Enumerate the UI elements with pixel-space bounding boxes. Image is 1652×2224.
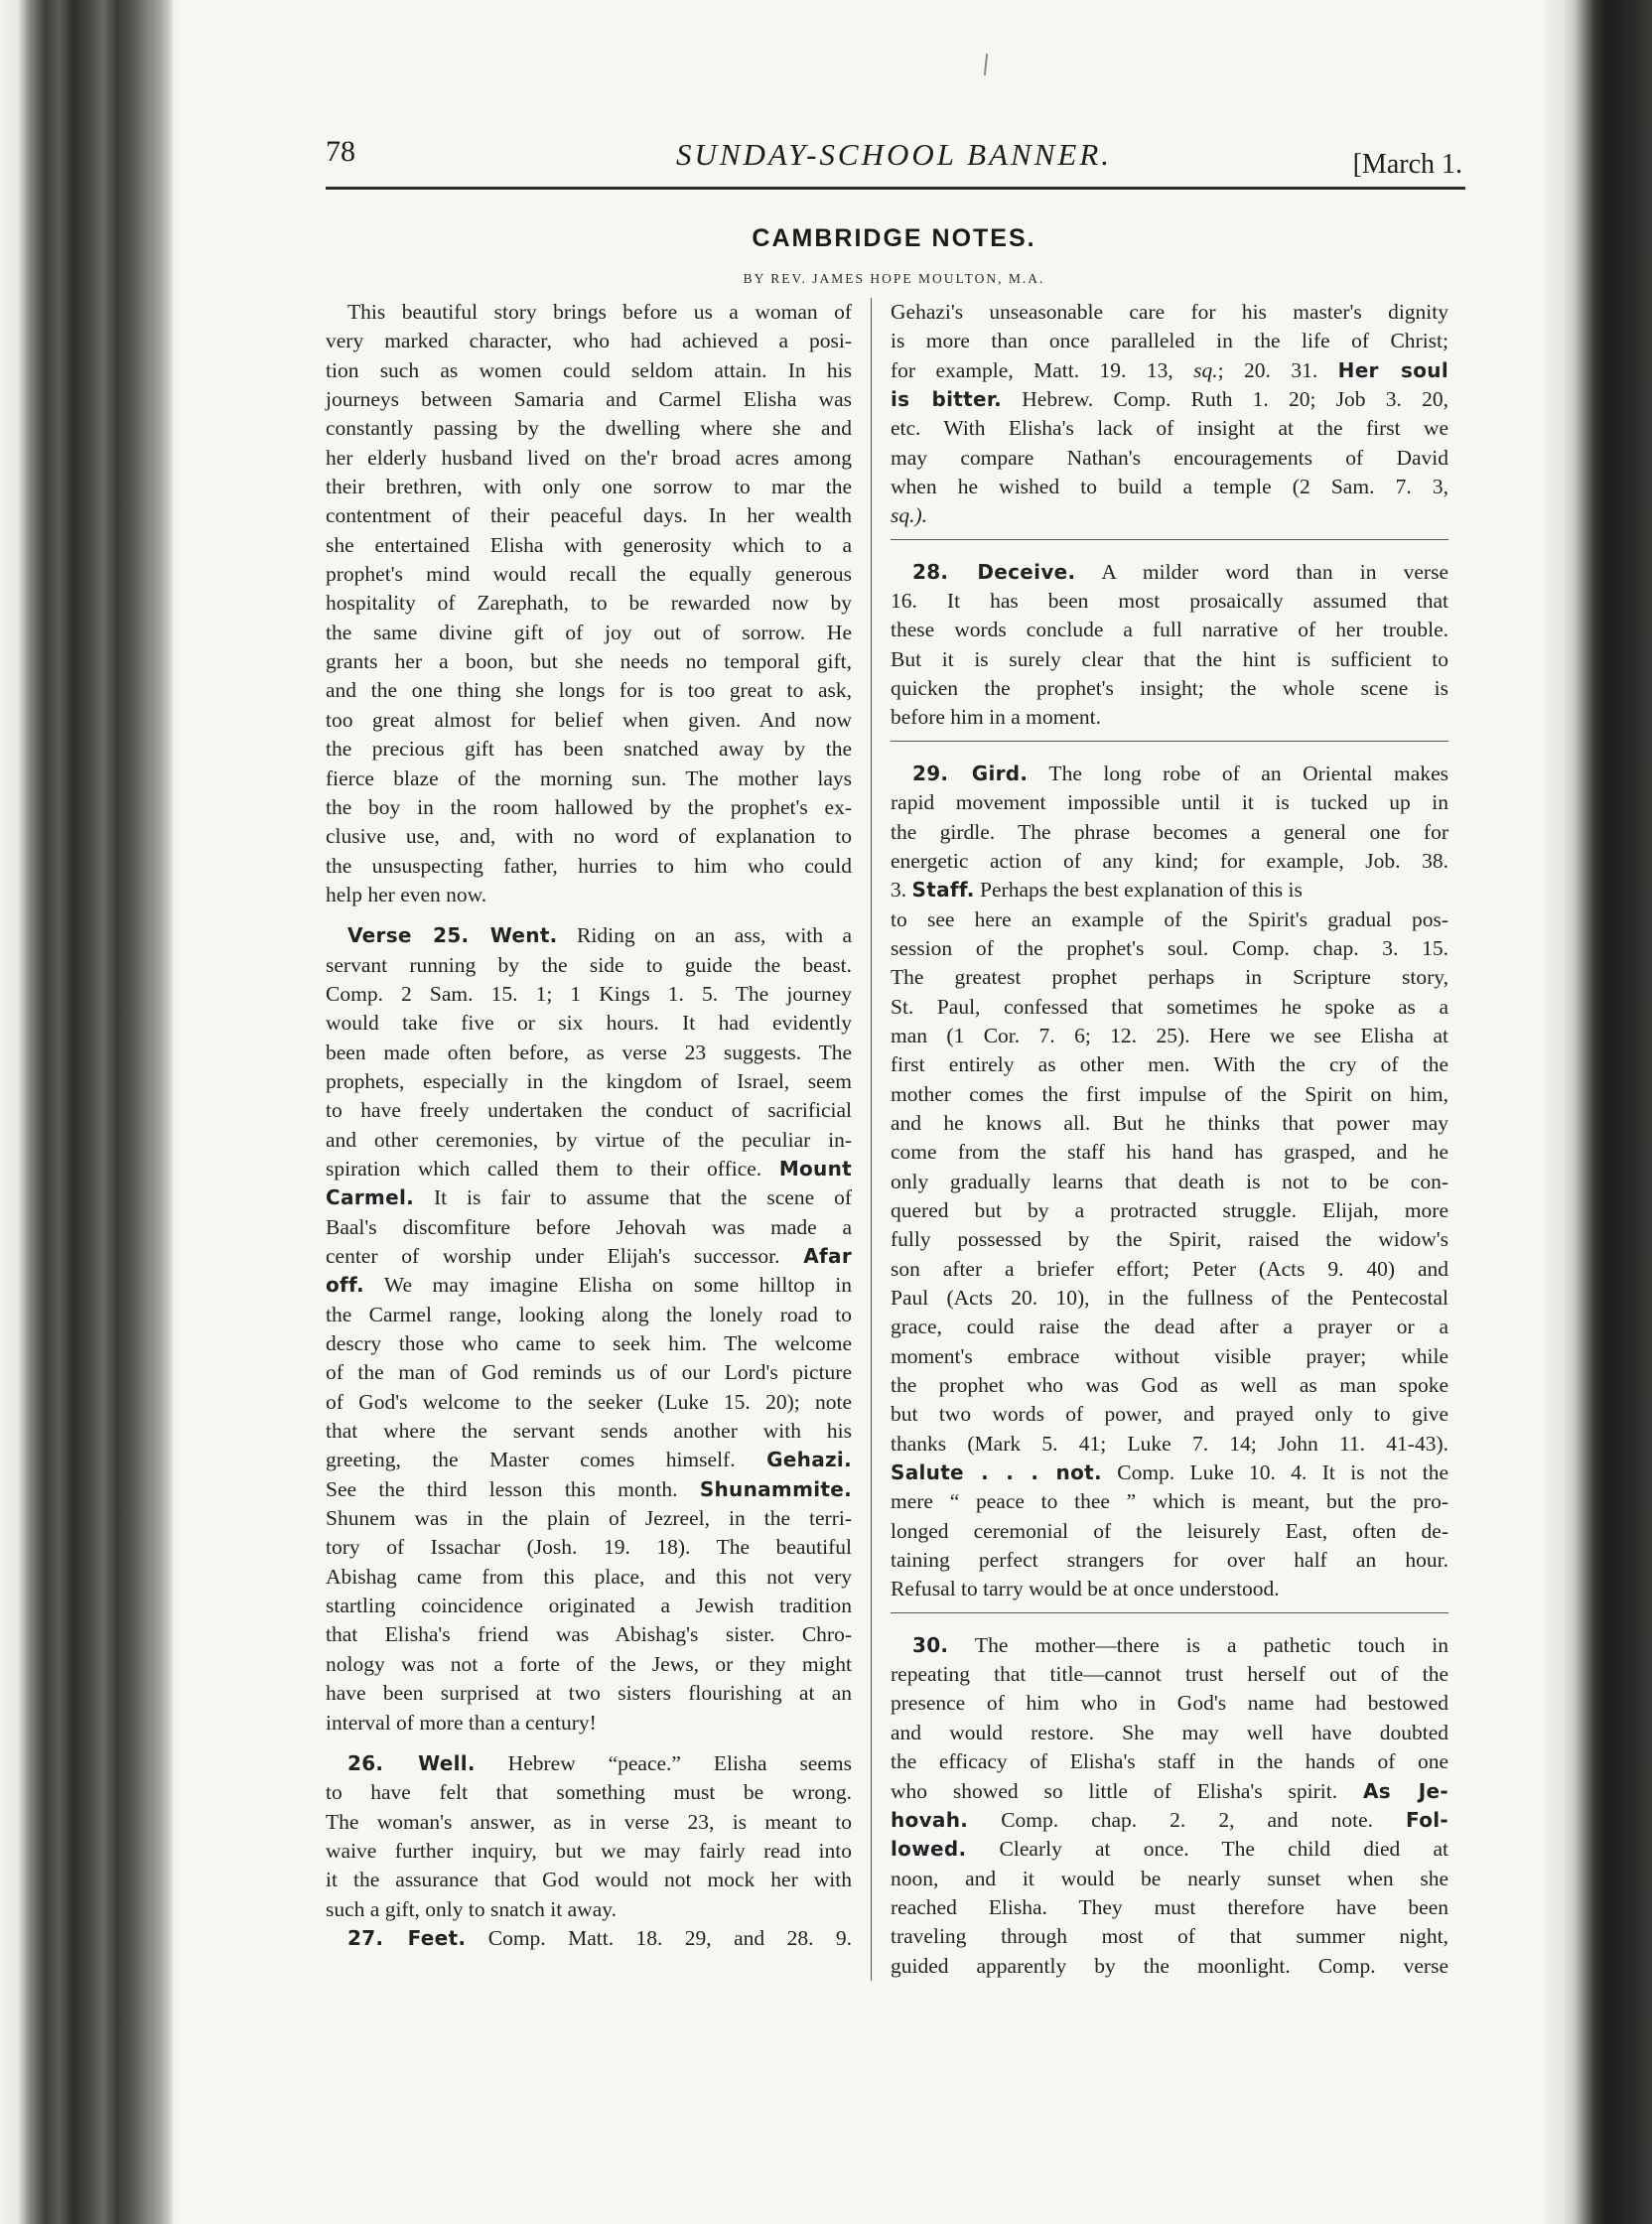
book-binding-left xyxy=(0,0,174,2224)
text-line: would take five or six hours. It had evidently xyxy=(326,1011,852,1036)
text-run: 3. xyxy=(891,878,907,903)
text-line: very marked character, who had achieved a posi- xyxy=(326,329,852,353)
text-line: waive further inquiry, but we may fairly read into xyxy=(326,1838,852,1863)
entry-heading: Carmel. xyxy=(326,1185,414,1210)
text-run: spiration which called them to their office. xyxy=(326,1156,762,1181)
text-line: may compare Nathan's encouragements of David xyxy=(891,445,1448,470)
text-line: session of the prophet's soul. Comp. chap. 3. 15. xyxy=(891,935,1448,960)
text-line: prophet's mind would recall the equally generous xyxy=(326,562,852,587)
text-run: Comp. Luke 10. 4. It is not the xyxy=(1101,1460,1448,1485)
article-title: CAMBRIDGE NOTES. xyxy=(752,224,1036,252)
text-line xyxy=(326,1242,852,1271)
issue-date: [March 1. xyxy=(1352,149,1462,180)
text-line: 16. It has been most prosaically assumed that xyxy=(891,589,1448,614)
paragraph-rule xyxy=(891,741,1448,760)
text-line: reached Elisha. They must therefore have been xyxy=(891,1894,1448,1919)
text-line: before him in a moment. xyxy=(891,705,1101,730)
right-column xyxy=(891,298,1448,1981)
text-line: son after a briefer effort; Peter (Acts 9. 40) and xyxy=(891,1256,1448,1281)
text-run: See the third lesson this month. xyxy=(326,1476,678,1501)
text-line: The woman's answer, as in verse 23, is meant to xyxy=(326,1809,852,1834)
text-line: the same divine gift of joy out of sorrow. He xyxy=(326,620,852,644)
text-line: quered but by a protracted struggle. Elijah, more xyxy=(891,1197,1448,1222)
text-line: of God's welcome to the seeker (Luke 15. 20); note xyxy=(326,1389,852,1414)
text-line: their brethren, with only one sorrow to mar the xyxy=(326,475,852,499)
text-line xyxy=(891,876,1448,904)
text-line xyxy=(891,760,1448,788)
entry-heading: Staff. xyxy=(911,878,975,903)
text-line: journeys between Samaria and Carmel Elisha was xyxy=(326,387,852,412)
paragraph-rule xyxy=(891,539,1448,558)
text-line: constantly passing by the dwelling where she and xyxy=(326,416,852,441)
text-line xyxy=(891,1459,1448,1487)
entry-heading: hovah. xyxy=(891,1807,969,1832)
text-line: that Elisha's friend was Abishag's sister. Chro- xyxy=(326,1622,852,1647)
entry-heading: off. xyxy=(326,1273,364,1298)
text-line xyxy=(891,1631,1448,1660)
text-run: Clearly at once. The child died at xyxy=(966,1837,1448,1862)
text-line: interval of more than a century! xyxy=(326,1710,597,1735)
text-line: to have felt that something must be wrong. xyxy=(326,1780,852,1805)
text-line: contentment of their peaceful days. In her wealth xyxy=(326,503,852,528)
text-line xyxy=(891,1806,1448,1835)
text-run: who showed so little of Elisha's spirit. xyxy=(891,1778,1338,1803)
text-line: to have freely undertaken the conduct of sacrificial xyxy=(326,1098,852,1123)
entry-heading: Afar xyxy=(803,1244,852,1268)
text-line: Gehazi's unseasonable care for his master's dignity xyxy=(891,300,1448,324)
text-line xyxy=(891,1777,1448,1806)
text-line xyxy=(326,1155,852,1183)
entry-heading: 29. Gird. xyxy=(912,761,1029,785)
text-line: Shunem was in the plain of Jezreel, in the terri- xyxy=(326,1506,852,1531)
text-line: Refusal to tarry would be at once understood. xyxy=(891,1577,1280,1601)
entry-heading: 26. Well. xyxy=(347,1750,476,1775)
entry-heading: is bitter. xyxy=(891,387,1003,412)
text-line: the precious gift has been snatched away by the xyxy=(326,737,852,762)
entry-heading: As Je- xyxy=(1363,1778,1449,1803)
text-run: Comp. chap. 2. 2, and note. xyxy=(968,1807,1373,1832)
text-line: and would restore. She may well have doubted xyxy=(891,1720,1448,1744)
text-line: prophets, especially in the kingdom of Israel, seem xyxy=(326,1068,852,1093)
text-line: servant running by the side to guide the beast. xyxy=(326,952,852,977)
text-line: grants her a boon, but she needs no temporal gift, xyxy=(326,649,852,674)
text-run-italic: sq. xyxy=(1193,357,1218,382)
text-line: Paul (Acts 20. 10), in the fullness of the Pentecostal xyxy=(891,1286,1448,1310)
text-run: The mother—there is a pathetic touch in xyxy=(948,1632,1448,1657)
text-line: descry those who came to seek him. The welcome xyxy=(326,1331,852,1356)
text-line: have been surprised at two sisters flourishing at an xyxy=(326,1681,852,1706)
text-line: of the man of God reminds us of our Lord's picture xyxy=(326,1360,852,1385)
text-line: quicken the prophet's insight; the whole scene is xyxy=(891,676,1448,701)
text-run: Comp. Matt. 18. 29, and 28. 9. xyxy=(466,1925,853,1950)
article-byline: BY REV. JAMES HOPE MOULTON, M.A. xyxy=(743,271,1045,286)
running-header xyxy=(326,127,1462,187)
entry-heading: Shunammite. xyxy=(699,1476,852,1501)
text-line: guided apparently by the moonlight. Comp. verse xyxy=(891,1953,1448,1978)
text-line: her elderly husband lived on the'r broad acres among xyxy=(326,445,852,470)
text-line: traveling through most of that summer night, xyxy=(891,1924,1448,1949)
header-rule xyxy=(326,187,1465,190)
text-line: The greatest prophet perhaps in Scripture story, xyxy=(891,965,1448,990)
text-line: presence of him who in God's name had bestowed xyxy=(891,1691,1448,1716)
entry-heading: Verse 25. Went. xyxy=(347,923,558,948)
page-number: 78 xyxy=(326,135,355,168)
text-line: and other ceremonies, by virtue of the peculiar in- xyxy=(326,1127,852,1152)
text-run: Perhaps the best explanation of this is xyxy=(974,878,1303,903)
text-line xyxy=(891,558,1448,587)
text-line: come from the staff his hand has grasped, and he xyxy=(891,1140,1448,1165)
ink-mark xyxy=(984,54,988,75)
column-divider xyxy=(871,298,872,1981)
text-line: fierce blaze of the morning sun. The mother lays xyxy=(326,765,852,790)
text-line: help her even now. xyxy=(326,882,487,906)
paragraph-rule xyxy=(891,1612,1448,1631)
text-line: tion such as women could seldom attain. In his xyxy=(326,357,852,382)
text-run: for example, Matt. 19. 13, xyxy=(891,357,1194,382)
text-line: longed ceremonial of the leisurely East, often de- xyxy=(891,1518,1448,1543)
text-run: We may imagine Elisha on some hilltop in xyxy=(363,1273,852,1298)
entry-heading: Fol- xyxy=(1406,1807,1448,1832)
text-line: Comp. 2 Sam. 15. 1; 1 Kings 1. 5. The journey xyxy=(326,981,852,1006)
text-line: hospitality of Zarephath, to be rewarded now by xyxy=(326,591,852,616)
text-run: greeting, the Master comes himself. xyxy=(326,1448,736,1472)
text-line: it the assurance that God would not mock her with xyxy=(326,1868,852,1892)
text-line: repeating that title—cannot trust herself out of the xyxy=(891,1662,1448,1687)
text-line: taining perfect strangers for over half an hour. xyxy=(891,1548,1448,1573)
text-line xyxy=(326,1475,852,1504)
text-line: Baal's discomfiture before Jehovah was made a xyxy=(326,1214,852,1239)
book-binding-right xyxy=(1543,0,1652,2224)
text-run-italic: sq.). xyxy=(891,503,928,528)
text-line xyxy=(891,385,1448,414)
text-line: and he knows all. But he thinks that power may xyxy=(891,1110,1448,1135)
text-run: ; 20. 31. xyxy=(1217,357,1318,382)
text-run: It is fair to assume that the scene of xyxy=(414,1185,852,1210)
text-line: energetic action of any kind; for example, Job. 38. xyxy=(891,848,1448,873)
text-line: but two words of power, and prayed only to give xyxy=(891,1402,1448,1427)
text-line: been made often before, as verse 23 suggests. The xyxy=(326,1040,852,1064)
text-line xyxy=(326,1446,852,1474)
text-line: mere “ peace to thee ” which is meant, but the pro- xyxy=(891,1489,1448,1514)
text-line xyxy=(326,1183,852,1212)
text-line: startling coincidence originated a Jewish tradition xyxy=(326,1594,852,1618)
text-line: etc. With Elisha's lack of insight at the first we xyxy=(891,416,1448,441)
text-line xyxy=(326,1749,852,1778)
entry-heading: Her soul xyxy=(1337,357,1448,382)
text-line: noon, and it would be nearly sunset when she xyxy=(891,1866,1448,1890)
entry-heading: Gehazi. xyxy=(766,1448,852,1472)
text-line: tory of Issachar (Josh. 19. 18). The beautiful xyxy=(326,1535,852,1560)
text-line: the Carmel range, looking along the lonely road to xyxy=(326,1302,852,1326)
text-line: these words conclude a full narrative of her trouble. xyxy=(891,618,1448,642)
text-run: center of worship under Elijah's successor. xyxy=(326,1244,780,1268)
text-line: clusive use, and, with no word of explanation to xyxy=(326,824,852,849)
text-line: moment's embrace without visible prayer; while xyxy=(891,1343,1448,1368)
text-line: the boy in the room hallowed by the prophet's ex- xyxy=(326,794,852,819)
entry-heading: 27. Feet. xyxy=(347,1925,467,1950)
text-line: when he wished to build a temple (2 Sam. 7. 3, xyxy=(891,475,1448,499)
text-line: is more than once paralleled in the life of Christ; xyxy=(891,329,1448,353)
text-line: first entirely as other men. With the cry of the xyxy=(891,1052,1448,1077)
text-line: the prophet who was God as well as man spoke xyxy=(891,1373,1448,1398)
text-line: such a gift, only to snatch it away. xyxy=(326,1896,617,1921)
book-page xyxy=(179,0,1544,2224)
text-line: Abishag came from this place, and this not very xyxy=(326,1564,852,1589)
text-line: St. Paul, confessed that sometimes he spoke as a xyxy=(891,994,1448,1019)
text-line: the efficacy of Elisha's staff in the hands of one xyxy=(891,1749,1448,1774)
text-line: that where the servant sends another with his xyxy=(326,1419,852,1444)
text-line: fully possessed by the Spirit, raised the widow's xyxy=(891,1227,1448,1252)
text-line xyxy=(891,501,1448,530)
text-line: rapid movement impossible until it is tucked up in xyxy=(891,790,1448,815)
entry-heading: lowed. xyxy=(891,1837,967,1862)
text-run: Hebrew “peace.” Elisha seems xyxy=(475,1750,852,1775)
text-line: But it is surely clear that the hint is sufficient to xyxy=(891,646,1448,671)
text-line: the girdle. The phrase becomes a general one for xyxy=(891,819,1448,844)
text-line: and the one thing she longs for is too great to ask, xyxy=(326,678,852,703)
text-run: A milder word than in verse xyxy=(1075,559,1448,584)
journal-title: SUNDAY-SCHOOL BANNER. xyxy=(675,137,1113,172)
text-line: man (1 Cor. 7. 6; 12. 25). Here we see Elisha at xyxy=(891,1023,1448,1047)
text-line xyxy=(891,356,1448,385)
left-column xyxy=(326,298,852,1953)
text-line: thanks (Mark 5. 41; Luke 7. 14; John 11. 41-43). xyxy=(891,1431,1448,1456)
text-line: too great almost for belief when given. And now xyxy=(326,707,852,732)
entry-heading: Mount xyxy=(778,1156,852,1181)
entry-heading: 28. Deceive. xyxy=(912,559,1076,584)
text-line: to see here an example of the Spirit's gradual pos- xyxy=(891,906,1448,931)
text-line: only gradually learns that death is not to be con- xyxy=(891,1169,1448,1193)
text-line xyxy=(326,1924,852,1953)
text-run: The long robe of an Oriental makes xyxy=(1028,761,1448,785)
text-line: nology was not a forte of the Jews, or they might xyxy=(326,1651,852,1676)
text-line: grace, could raise the dead after a prayer or a xyxy=(891,1315,1448,1339)
entry-heading: 30. xyxy=(912,1632,949,1657)
text-line: This beautiful story brings before us a woman of xyxy=(347,300,852,324)
text-line: mother comes the first impulse of the Spirit on him, xyxy=(891,1081,1448,1106)
text-line: she entertained Elisha with generosity which to a xyxy=(326,532,852,557)
text-line xyxy=(326,1271,852,1300)
text-run: Hebrew. Comp. Ruth 1. 20; Job 3. 20, xyxy=(1002,387,1448,412)
text-run: Riding on an ass, with a xyxy=(557,923,853,948)
entry-heading: Salute . . . not. xyxy=(891,1460,1102,1485)
text-line xyxy=(891,1835,1448,1864)
text-line: the unsuspecting father, hurries to him who could xyxy=(326,853,852,878)
text-line xyxy=(326,921,852,950)
